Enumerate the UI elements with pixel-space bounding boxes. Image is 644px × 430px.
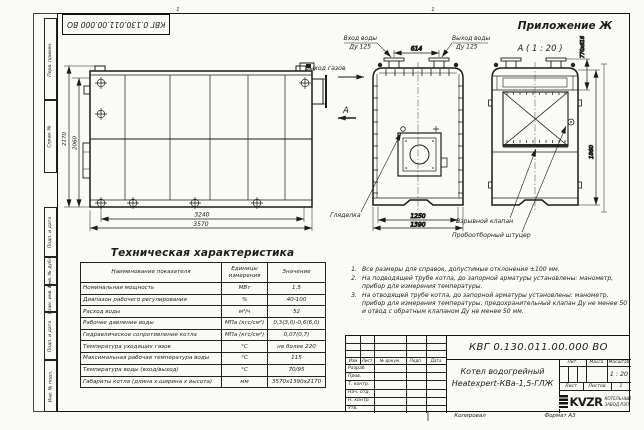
dim-hatch-770x616: 770х616 — [580, 35, 586, 59]
table-row: Номинальная мощность МВт 1,5 — [81, 283, 326, 295]
tb-sheets-label: Листов — [588, 383, 606, 389]
frame-field-inv-podl: Инв. № подл. — [44, 360, 57, 412]
water-inlet-callout — [344, 35, 392, 57]
table-row: Рабочее давление воды МПа (кгс/см²) 0,3(3,0)-0,6(6,0) — [81, 318, 326, 330]
kvzr-logo — [559, 390, 631, 413]
spec-table — [80, 262, 326, 388]
tb-mass-label: Масса — [589, 360, 604, 365]
water-outlet-label: Выход воды — [452, 35, 491, 42]
sight-glass-callout — [330, 133, 401, 219]
sight-glass-label: Гляделка — [330, 212, 361, 219]
spec-col-units: Единицы измерения — [222, 263, 268, 283]
tb-sheet-label: Лист — [565, 383, 577, 389]
tb-col-list: Лист — [361, 358, 373, 363]
side-view — [83, 63, 326, 207]
dim-614: 614 — [410, 45, 423, 53]
notes — [346, 266, 628, 317]
explosion-valve-label: Взрывной клапан — [456, 218, 514, 225]
tb-row-tkontr: Т. контр. — [348, 381, 370, 387]
format-label: Формат А3 — [544, 413, 576, 419]
svg-text:1: 1 — [431, 7, 435, 13]
table-row: Температура воды (вход/выход) °С 70/95 — [81, 364, 326, 376]
dim-3570: 3570 — [193, 221, 209, 228]
note-2: 2. На подводящей трубе котла, до запорной арматуры установлены: манометр, прибор для измерения температуры. — [351, 275, 614, 291]
tb-scale-value: 1 : 20 — [609, 370, 629, 378]
kvzr-logo-mark — [559, 395, 568, 409]
tb-sheets-value: 1 — [619, 383, 623, 389]
gas-outlet-label: Выход газов — [305, 65, 346, 72]
appendix-label: Приложение Ж — [517, 20, 613, 32]
dim-3240: 3240 — [194, 211, 210, 219]
kvzr-company-name: КОТЕЛЬНЫЙ ЗАВОД РЭП — [604, 396, 632, 407]
frame-field-sprav-no: Справ. № — [44, 100, 57, 173]
spec-col-name: Наименование показателя — [81, 263, 222, 283]
spec-table-header-row — [81, 263, 326, 283]
top-doc-number: КВГ 0.130.011.00.000 ВО — [66, 20, 166, 29]
explosion-valve-callout — [456, 149, 536, 225]
frame-field-inv-dubl: Инв. № дубл. — [44, 257, 57, 285]
table-row: Температура уходящих газов °С не более 220 — [81, 341, 326, 353]
product-name-line1: Котел водогрейный — [460, 367, 545, 376]
table-row: Расход воды м³/ч 52 — [81, 306, 326, 318]
tb-col-izm: Изм — [348, 358, 358, 363]
tb-col-docnum: № докум. — [379, 358, 401, 363]
spec-table-title: Техническая характеристика — [110, 247, 295, 259]
tb-col-podp: Подп. — [409, 358, 423, 363]
section-arrow-a — [338, 106, 356, 118]
tb-lit-label: Лит. — [567, 360, 578, 365]
dim-2060: 2060 — [72, 136, 79, 150]
frame-field-vzam-inv: Взам. инв. № — [44, 285, 57, 312]
product-name — [446, 359, 559, 430]
tb-col-data: Дата — [430, 358, 442, 363]
table-row: Максимальная рабочая температура воды °С 115 — [81, 353, 326, 365]
note-3: 3. На отводящей трубе котла, до запорной арматуры установлены: манометр, прибор для измерения температуры, предохранительный клапан Ду не менее 50 и отвод с обратным клапаном Ду не менее 50 мм. — [351, 292, 628, 316]
copy-label: Копировал — [454, 413, 486, 419]
frame-field-podp-data-1: Подп. и дата — [44, 207, 57, 257]
side-view-lift-markers — [95, 77, 311, 209]
table-row: Гидравлическое сопротивление котла МПа (кгс/см²) 0,07(0,7) — [81, 329, 326, 341]
title-block-doc-number: КВГ 0.130.011.00.000 ВО — [469, 342, 608, 353]
water-inlet-dn: Ду 125 — [349, 43, 371, 51]
table-row: Габариты котла (длина х ширина х высота) мм 3570х1390х2170 — [81, 376, 326, 388]
tb-row-nachotd: Нач. отд. — [348, 390, 371, 396]
tb-row-prov: Пров. — [348, 373, 362, 379]
product-name-line2: Heatexpert-КВа-1,5-ГЛЖ — [451, 378, 554, 388]
section-arrow-letter: А — [343, 106, 349, 116]
section-view-label: А ( 1 : 20 ) — [517, 44, 563, 54]
tb-scale-label: Масштаб — [608, 360, 630, 365]
frame-field-podp-data-2: Подп. и дата — [44, 312, 57, 360]
sampling-port-label: Пробоотборный штуцер — [452, 232, 531, 239]
gas-outlet-callout — [305, 65, 364, 77]
svg-text:1: 1 — [176, 7, 180, 13]
water-outlet-dn: Ду 125 — [456, 43, 478, 51]
spec-col-value: Значение — [268, 263, 326, 283]
front-view — [373, 58, 463, 212]
dim-1250: 1250 — [410, 213, 426, 220]
tb-row-nkontr: Н. контр. — [348, 398, 371, 404]
note-1: 1. Все размеры для справок, допустимые отклонения ±100 мм. — [351, 266, 560, 273]
dim-1390: 1390 — [410, 221, 426, 229]
rear-view-dimensions — [566, 36, 607, 212]
dim-1860: 1860 — [589, 145, 595, 159]
table-row: Диапазон рабочего регулирования % 40-100 — [81, 294, 326, 306]
tb-row-utv: Утв. — [348, 406, 358, 412]
kvzr-logo-text: KVZR — [569, 394, 603, 409]
frame-field-perv-primen: Перв. примен. — [44, 18, 57, 100]
tb-row-razrab: Разраб. — [348, 365, 367, 371]
water-inlet-label: Вход воды — [343, 35, 377, 42]
title-block — [345, 335, 630, 412]
water-outlet-callout — [442, 35, 490, 57]
rear-view — [489, 58, 582, 212]
dim-2170: 2170 — [62, 132, 68, 146]
